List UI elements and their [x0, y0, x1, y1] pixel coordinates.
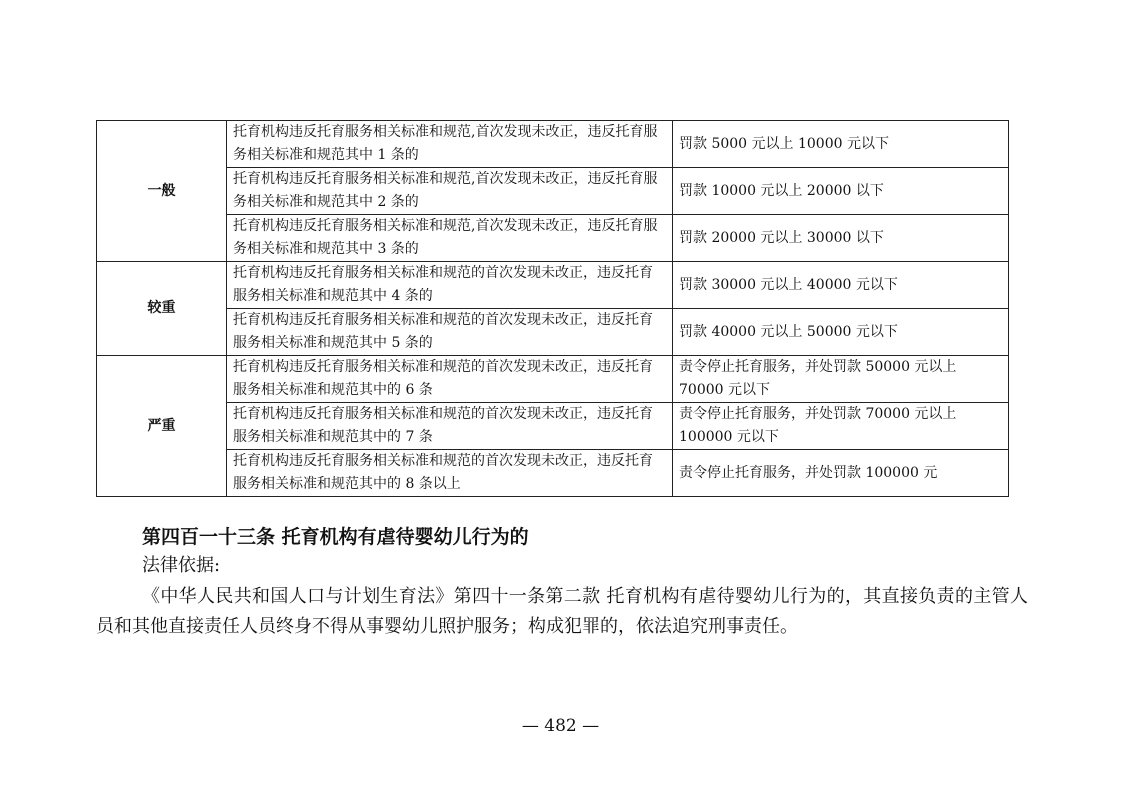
legal-basis-label: 法律依据: [142, 555, 221, 576]
penalty-cell: 责令停止托育服务，并处罚款 50000 元以上 70000 元以下 [673, 356, 1009, 403]
violation-condition-cell: 托育机构违反托育服务相关标准和规范的首次发现未改正，违反托育服务相关标准和规范其中 5 条的 [227, 309, 673, 356]
legal-basis-text: 《中华人民共和国人口与计划生育法》第四十一条第二款 托育机构有虐待婴幼儿行为的，其直接负责的主管人员和其他直接责任人员终身不得从事婴幼儿照护服务；构成犯罪的，依法追究刑事责任。 [96, 586, 1028, 637]
severity-level-cell: 较重 [97, 262, 227, 356]
penalty-cell: 罚款 10000 元以上 20000 以下 [673, 168, 1009, 215]
penalty-cell: 罚款 40000 元以上 50000 元以下 [673, 309, 1009, 356]
table-row [97, 356, 1009, 403]
violation-condition-cell: 托育机构违反托育服务相关标准和规范的首次发现未改正，违反托育服务相关标准和规范其中的 6 条 [227, 356, 673, 403]
page-number: — 482 — [521, 716, 600, 736]
table-row [97, 262, 1009, 309]
penalty-cell: 责令停止托育服务，并处罚款 70000 元以上 100000 元以下 [673, 403, 1009, 450]
table-row [97, 450, 1009, 497]
penalty-table [96, 120, 1009, 497]
penalty-cell: 罚款 20000 元以上 30000 以下 [673, 215, 1009, 262]
severity-level-cell: 严重 [97, 356, 227, 497]
penalty-cell: 罚款 5000 元以上 10000 元以下 [673, 121, 1009, 168]
penalty-cell: 责令停止托育服务，并处罚款 100000 元 [673, 450, 1009, 497]
violation-condition-cell: 托育机构违反托育服务相关标准和规范,首次发现未改正，违反托育服务相关标准和规范其中 3 条的 [227, 215, 673, 262]
table-row [97, 309, 1009, 356]
table-row [97, 403, 1009, 450]
violation-condition-cell: 托育机构违反托育服务相关标准和规范的首次发现未改正，违反托育服务相关标准和规范其中的 7 条 [227, 403, 673, 450]
article-title: 第四百一十三条 托育机构有虐待婴幼儿行为的 [142, 526, 529, 548]
table-row [97, 121, 1009, 168]
severity-level-cell: 一般 [97, 121, 227, 262]
violation-condition-cell: 托育机构违反托育服务相关标准和规范的首次发现未改正，违反托育服务相关标准和规范其中 4 条的 [227, 262, 673, 309]
violation-condition-cell: 托育机构违反托育服务相关标准和规范,首次发现未改正，违反托育服务相关标准和规范其中 2 条的 [227, 168, 673, 215]
table-row [97, 215, 1009, 262]
penalty-cell: 罚款 30000 元以上 40000 元以下 [673, 262, 1009, 309]
table-row [97, 168, 1009, 215]
violation-condition-cell: 托育机构违反托育服务相关标准和规范的首次发现未改正，违反托育服务相关标准和规范其中的 8 条以上 [227, 450, 673, 497]
violation-condition-cell: 托育机构违反托育服务相关标准和规范,首次发现未改正，违反托育服务相关标准和规范其中 1 条的 [227, 121, 673, 168]
